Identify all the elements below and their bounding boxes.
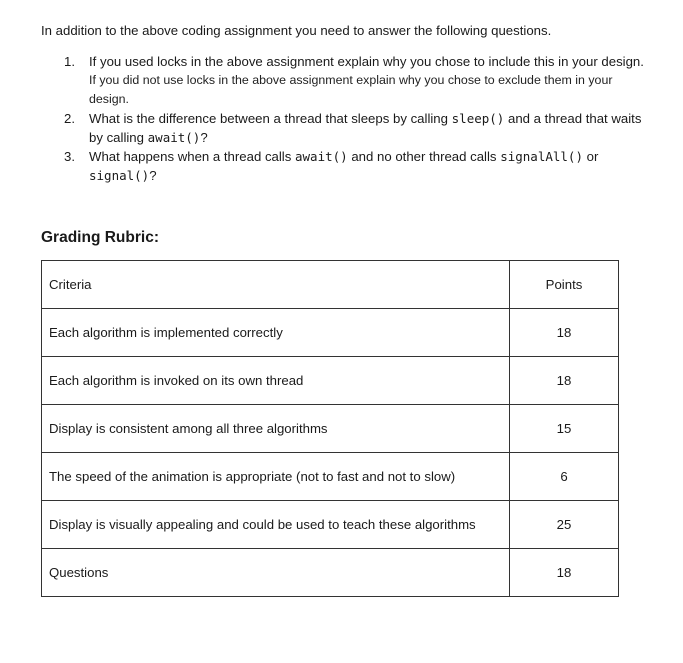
- code-sleep: sleep(): [451, 111, 505, 126]
- code-await: await(): [147, 130, 201, 145]
- question-list: [64, 52, 664, 185]
- question-text: or: [582, 149, 599, 164]
- question-text: design.: [89, 92, 129, 106]
- question-1: [64, 52, 664, 109]
- question-text: What is the difference between a thread that sleeps by calling: [89, 111, 452, 126]
- rubric-title: Grading Rubric:: [41, 229, 159, 246]
- table-row: [42, 309, 619, 357]
- question-text: and a thread that waits: [504, 111, 642, 126]
- table-row: [42, 549, 619, 597]
- question-text: ?: [200, 130, 208, 145]
- points-cell: 18: [510, 309, 619, 357]
- rubric-table: [41, 260, 619, 597]
- code-signal: signal(): [89, 168, 150, 183]
- points-cell: 15: [510, 405, 619, 453]
- points-cell: 18: [510, 357, 619, 405]
- table-row: [42, 357, 619, 405]
- table-header-row: [42, 261, 619, 309]
- points-header: Points: [510, 261, 619, 309]
- question-3: [64, 147, 664, 185]
- criteria-cell: Display is consistent among all three algorithms: [42, 405, 510, 453]
- criteria-cell: Each algorithm is implemented correctly: [42, 309, 510, 357]
- question-line: [89, 147, 664, 166]
- points-cell: 18: [510, 549, 619, 597]
- table-row: [42, 453, 619, 501]
- intro-text: In addition to the above coding assignment you need to answer the following questions.: [41, 23, 552, 38]
- points-cell: 25: [510, 501, 619, 549]
- question-line: [89, 128, 664, 147]
- criteria-cell: Display is visually appealing and could be used to teach these algorithms: [42, 501, 510, 549]
- question-text: If you did not use locks in the above assignment explain why you chose to exclude them in your: [89, 73, 613, 87]
- question-number: 1.: [64, 54, 75, 69]
- criteria-cell: Each algorithm is invoked on its own thread: [42, 357, 510, 405]
- question-text: ?: [149, 168, 157, 183]
- criteria-header: Criteria: [42, 261, 510, 309]
- question-number: 2.: [64, 111, 75, 126]
- code-signalall: signalAll(): [500, 149, 583, 164]
- table-row: [42, 501, 619, 549]
- code-await: await(): [295, 149, 348, 164]
- question-text: If you used locks in the above assignment explain why you chose to include this in your design.: [89, 54, 644, 69]
- criteria-cell: Questions: [42, 549, 510, 597]
- points-cell: 6: [510, 453, 619, 501]
- question-number: 3.: [64, 149, 75, 164]
- question-text: by calling: [89, 130, 148, 145]
- question-text: What happens when a thread calls: [89, 149, 295, 164]
- criteria-cell: The speed of the animation is appropriate (not to fast and not to slow): [42, 453, 510, 501]
- question-line: [89, 166, 664, 185]
- question-2: [64, 109, 664, 147]
- question-text: and no other thread calls: [347, 149, 501, 164]
- question-line: [89, 109, 664, 128]
- table-row: [42, 405, 619, 453]
